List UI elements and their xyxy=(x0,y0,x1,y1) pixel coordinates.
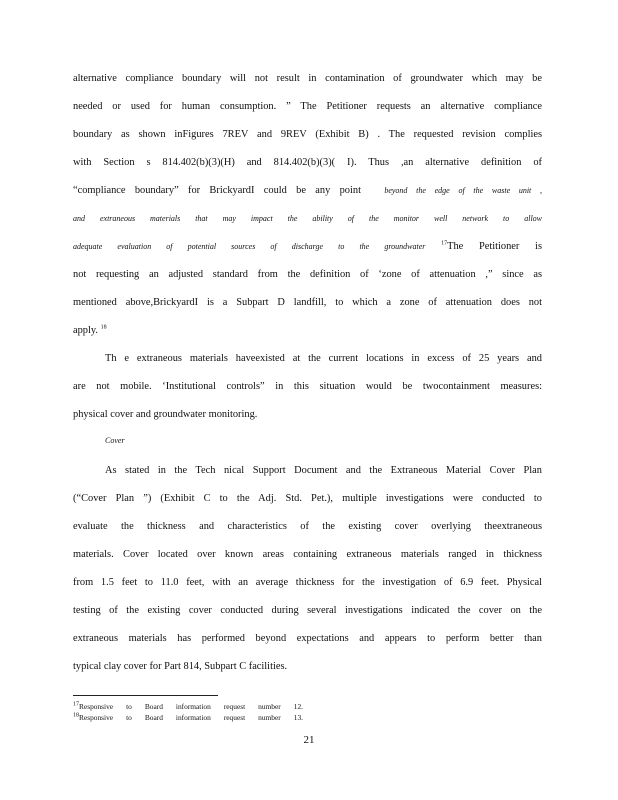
italic-text: beyond the edge of the waste unit , xyxy=(384,186,543,195)
italic-text: adequate evaluation of potential sources of discharge to the groundwater xyxy=(73,242,426,251)
body-line xyxy=(73,325,542,337)
body-text: apply. xyxy=(73,325,99,336)
body-text: “compliance boundary” for BrickyardI could be any point xyxy=(73,185,361,196)
body-line: testing of the existing cover conducted during several investigations indicated the cover on the xyxy=(73,605,542,616)
footnote-text: Responsive to Board information request number 12. xyxy=(79,702,303,711)
body-line: typical clay cover for Part 814, Subpart C facilities. xyxy=(73,661,288,672)
body-line: with Section s 814.402(b)(3)(H) and 814.402(b)(3)( I). Thus ,an alternative definition of xyxy=(73,157,542,168)
body-line: mentioned above,BrickyardI is a Subpart D landfill, to which a zone of attenuation does not xyxy=(73,297,542,308)
footnote-number: 17 xyxy=(73,701,79,708)
footnote-ref: 17 xyxy=(441,240,448,247)
body-line: materials. Cover located over known areas containing extraneous materials ranged in thickness xyxy=(73,549,542,560)
footnote-text: Responsive to Board information request number 13. xyxy=(79,713,303,722)
body-line: evaluate the thickness and characteristics of the existing cover overlying theextraneous xyxy=(73,521,542,532)
footnote-ref: 18 xyxy=(100,324,107,331)
body-line: physical cover and groundwater monitoring. xyxy=(73,409,258,420)
body-line: alternative compliance boundary will not result in contamination of groundwater which may be xyxy=(73,73,542,84)
section-heading: Cover xyxy=(105,436,125,445)
body-line: boundary as shown inFigures 7REV and 9REV (Exhibit B) . The requested revision complies xyxy=(73,129,542,140)
body-line: extraneous materials has performed beyond expectations and appears to perform better than xyxy=(73,633,542,644)
footnote-divider xyxy=(73,695,218,696)
body-line: Th e extraneous materials haveexisted at the current locations in excess of 25 years and xyxy=(105,353,542,364)
page-number: 21 xyxy=(303,734,315,746)
body-line: are not mobile. ‘Institutional controls” in this situation would be twocontainment measures: xyxy=(73,381,542,392)
footnote-number: 18 xyxy=(73,712,79,719)
body-line: needed or used for human consumption. ” The Petitioner requests an alternative compliance xyxy=(73,101,542,112)
body-line: As stated in the Tech nical Support Document and the Extraneous Material Cover Plan xyxy=(105,465,542,476)
footnote xyxy=(73,702,303,711)
body-line: from 1.5 feet to 11.0 feet, with an average thickness for the investigation of 6.9 feet. Physical xyxy=(73,577,542,588)
body-line: (“Cover Plan ”) (Exhibit C to the Adj. Std. Pet.), multiple investigations were conducted to xyxy=(73,493,542,504)
body-line-mixed xyxy=(73,185,542,197)
body-line-mixed xyxy=(73,241,542,253)
italic-line: and extraneous materials that may impact the ability of the monitor well network to allow xyxy=(73,214,542,223)
body-line: not requesting an adjusted standard from the definition of ‘zone of attenuation ,” since as xyxy=(73,269,542,280)
body-text: The Petitioner is xyxy=(447,241,542,252)
footnote xyxy=(73,713,303,722)
